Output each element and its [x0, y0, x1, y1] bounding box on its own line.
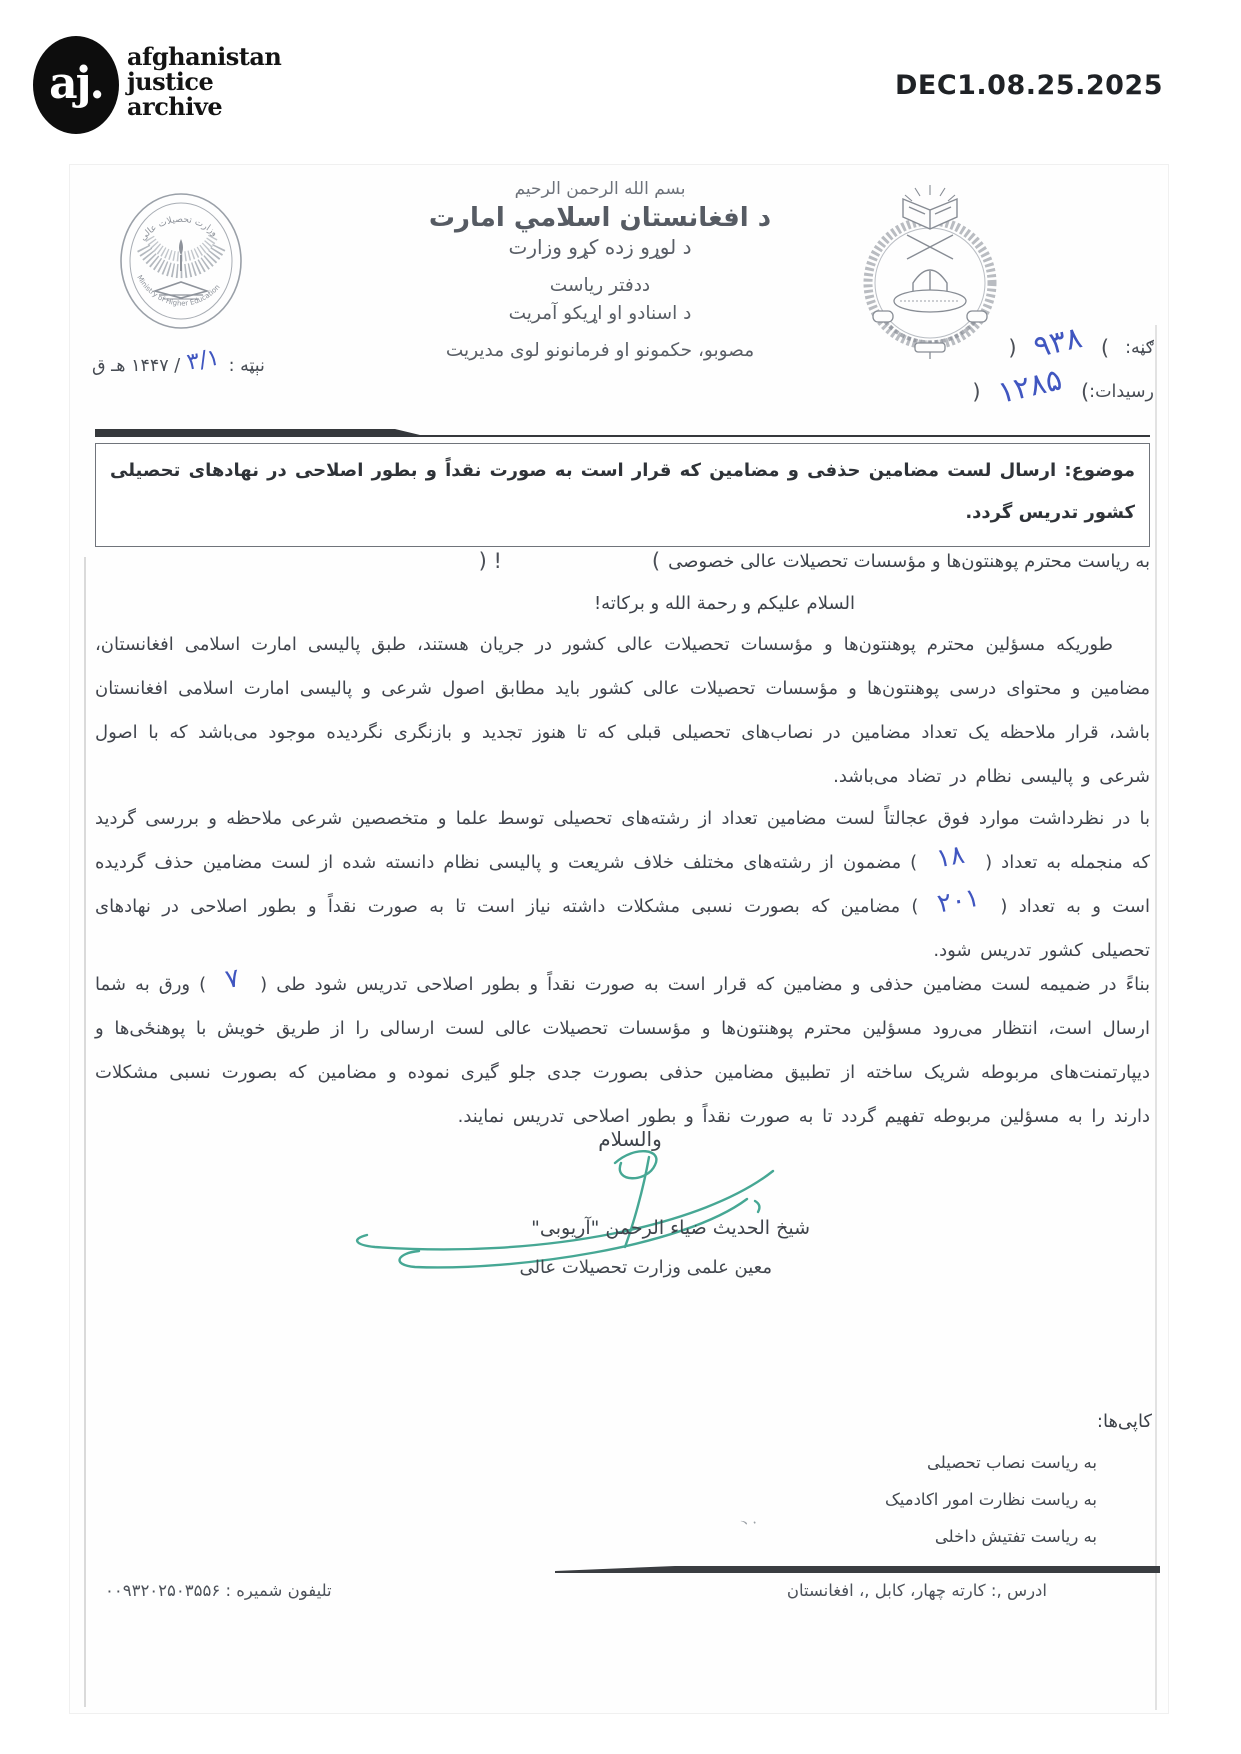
svg-text:Ministry of Higher Education: [135, 274, 221, 308]
ministry-name: د لوړو زده کړو وزارت: [508, 235, 692, 259]
emirate-title: د افغانستان اسلامي امارت: [428, 203, 772, 233]
p2-text: ) مضامین که بصورت نسبی مشکلات داشته نیاز است تا به صورت نقداً و بطور اصلاحی در نهادهای تحصیلی کشور تدریس شود.: [95, 896, 1150, 961]
org-name-line: archive: [127, 92, 223, 121]
p3-text: ) ورق به شما ارسال است، انتظار می‌رود مسؤلین محترم پوهنتون‌ها و مؤسسات تحصیلات عالی لست ارسالی را از طریق خویش با پوهنځی‌ها و دیپارتمنت‌های مربوطه شریک ساخته از تطبیق مضامین حذفی بصورت جدی جلو گیری نموده و مضامین که بصورت نسبی مشکلات دارند را به مسؤلین مربوطه تفهیم گردد تا به صورت نقداً و بطور اصلاحی تدریس نمایند.: [95, 974, 1150, 1127]
org-name-line: justice: [127, 67, 214, 96]
stamp-text-arabic: وزارت تحصیلات عالی: [138, 214, 220, 244]
ref-date-handwritten: ۳/۱: [185, 344, 222, 376]
addressee-text: به ریاست محترم پوهنتون‌ها و مؤسسات تحصیلات عالی خصوصی: [668, 550, 1150, 572]
open-paren: (: [1080, 380, 1090, 404]
ref-number-field: [1008, 320, 1154, 366]
ref-received-handwritten: ۱۲۸۵: [994, 362, 1065, 411]
scanned-letter: [70, 165, 1168, 1713]
copies-label: کاپی‌ها:: [1096, 1411, 1152, 1432]
signer-name: شیخ الحدیث ضیاء الرحمن "آریوبی": [531, 1217, 810, 1239]
bismillah: بسم الله الرحمن الرحیم: [514, 179, 686, 199]
documents-directorate: د اسنادو او اړیکو آمریت: [508, 303, 692, 324]
closing-salam: والسلام: [598, 1127, 662, 1151]
copies-item: به ریاست نصاب تحصیلی: [927, 1453, 1097, 1472]
body-paragraph-3: [95, 963, 1150, 1139]
ministry-stamp-icon: [115, 187, 247, 339]
scan-left-edge: [84, 557, 86, 1707]
ref-number-label: ګڼه:: [1125, 338, 1154, 358]
stamp-text-english: Ministry of Higher Education: [135, 273, 222, 308]
count-deleted-handwritten: ۱۸: [934, 839, 967, 875]
p3-text: بناءً در ضمیمه لست مضامین حذفی و مضامین که قرار است به صورت نقداً و بطور اصلاحی تدریس شود طی (: [260, 974, 1150, 995]
document-id: DEC1.08.25.2025: [894, 70, 1163, 101]
greeting-line: السلام علیکم و رحمة الله و برکاته!: [593, 593, 855, 614]
close-paren: ): [972, 380, 981, 404]
ministry-stamp: [115, 187, 247, 339]
pages-count-handwritten: ۷: [223, 963, 243, 996]
footer-phone: تلیفون شمیره : ۰۰۹۳۲۰۲۵۰۳۵۵۶: [105, 1581, 332, 1600]
p2-text: با در نظرداشت موارد فوق عجالتاً لست مضامین تعداد از رشته‌های تحصیلی توسط علما و متخصصین شرعی ملاحظه و بررسی گردید که منجمله به تعداد (: [95, 808, 1150, 873]
addressee-line: [95, 549, 1150, 573]
open-paren: (: [651, 549, 661, 573]
top-divider: [95, 428, 1150, 440]
subject-text: موضوع: ارسال لست مضامین حذفی و مضامین که قرار است به صورت نقداً و بطور اصلاحی در نهادهای تحصیلی کشور تدریس گردد.: [110, 460, 1135, 523]
org-name-line: afghanistan: [127, 42, 282, 71]
archive-logo-text: aj.: [49, 57, 103, 109]
ref-date-suffix: / ۱۴۴۷ هـ ق: [92, 356, 181, 376]
close-paren-exclaim: ) !: [478, 549, 502, 573]
ref-date-field: [92, 344, 265, 379]
p2-text: ) مضمون از رشته‌های مختلف خلاف شریعت و پالیسی نظام دانسته شده از لست مضامین حذف گردیده است و به تعداد (: [95, 852, 1150, 917]
close-paren: ): [1008, 336, 1017, 360]
decrees-directorate: مصوبو، حکمونو او فرمانونو لوی مدیریت: [445, 340, 755, 361]
archive-org-name: [127, 44, 281, 119]
copies-section: [885, 1411, 1152, 1555]
signer-title: معین علمی وزارت تحصیلات عالی: [519, 1257, 772, 1278]
scan-right-edge: [1155, 325, 1157, 1710]
archive-logo[interactable]: [33, 36, 119, 134]
body-paragraph-2: [95, 797, 1150, 973]
letterhead: [390, 179, 810, 361]
ref-received-field: [972, 362, 1154, 411]
body-paragraph-1: طوریکه مسؤلین محترم پوهنتون‌ها و مؤسسات تحصیلات عالی کشور در جریان هستند، طبق پالیسی امارت اسلامی افغانستان، مضامین و محتوای درسی پوهنتون‌ها و مؤسسات تحصیلات عالی کشور باید مطابق اصول شرعی و پالیسی امارت اسلامی افغانستان باشد، قرار ملاحظه یک تعداد مضامین در نصاب‌های تحصیلی قبلی که تا هنوز تجدید و بازنگری نگردیده موجود می‌باشد که با اصول شرعی و پالیسی نظام در تضاد می‌باشد.: [95, 634, 1150, 787]
copies-item: به ریاست نظارت امور اکادمیک: [884, 1490, 1097, 1509]
footer-divider: [555, 1565, 1160, 1577]
emirate-emblem-icon: [845, 183, 1015, 365]
office-name: ددفتر ریاست: [549, 275, 651, 296]
ref-number-handwritten: ۹۳۸: [1030, 320, 1085, 366]
open-paren: (: [1100, 336, 1110, 360]
pen-tick-mark: ヽ.: [733, 1509, 759, 1535]
footer-address: ادرس ,: کارته چهار، کابل ,، افغانستان: [786, 1581, 1047, 1600]
emirate-emblem: [845, 183, 1015, 365]
count-critical-handwritten: ۲۰۱: [935, 882, 983, 920]
ref-received-label: رسیدات:: [1089, 382, 1154, 402]
subject-box: [95, 443, 1150, 547]
ref-date-label: نېټه :: [228, 356, 265, 376]
copies-item: به ریاست تفتیش داخلی: [934, 1527, 1097, 1546]
